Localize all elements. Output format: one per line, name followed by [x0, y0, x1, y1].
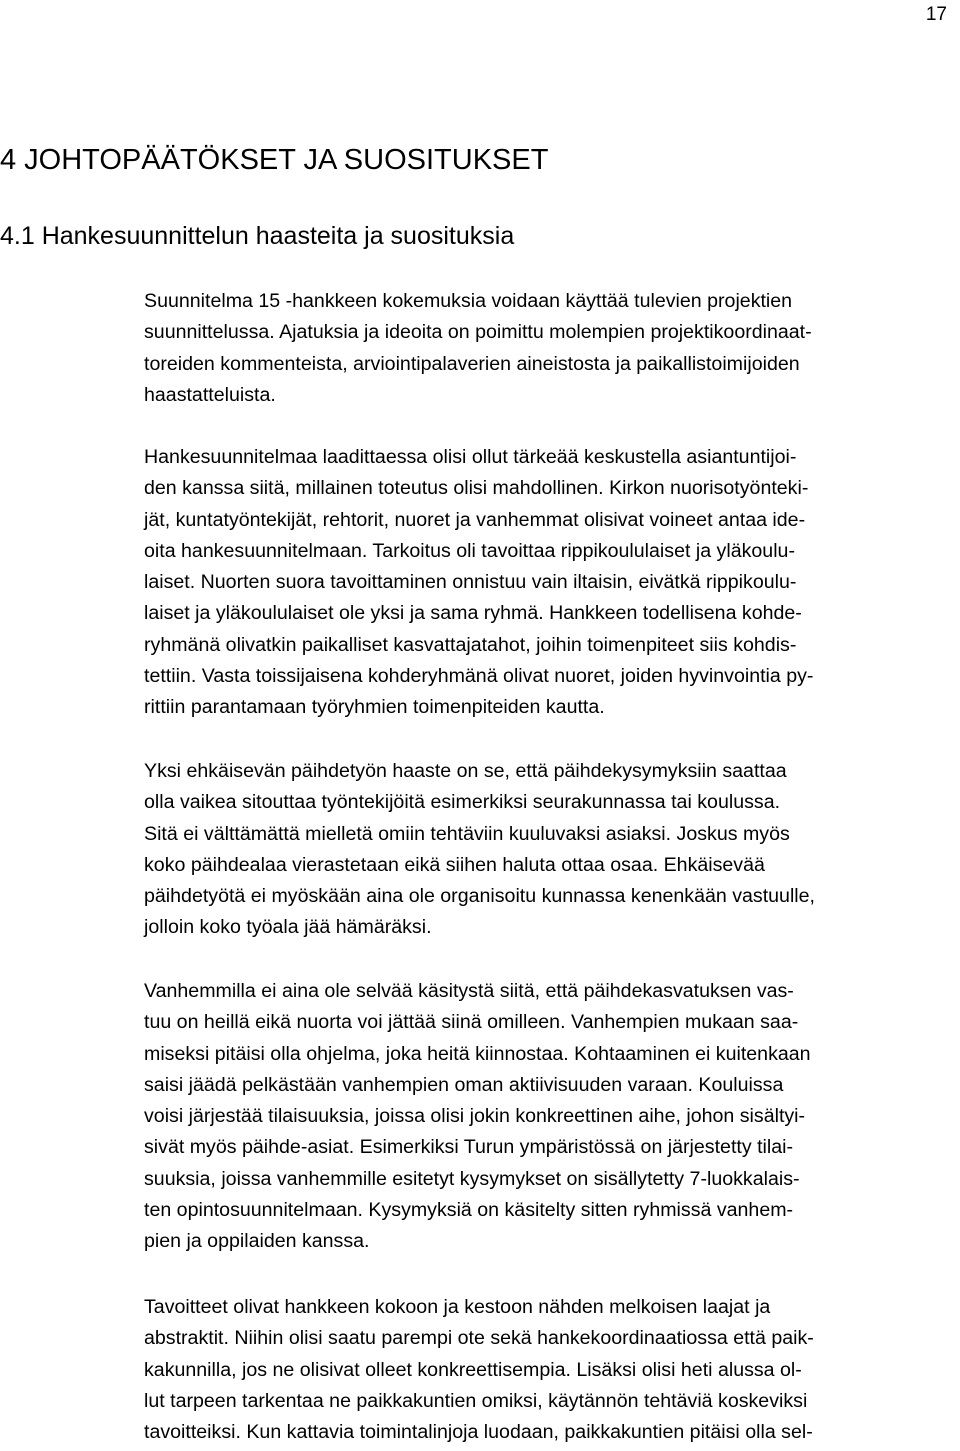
text-line: saisi jäädä pelkästään vanhempien oman aktiivisuuden varaan. Kouluissa: [144, 1073, 784, 1096]
text-line: Vanhemmilla ei aina ole selvää käsitystä siitä, että päihdekasvatuksen vas-: [144, 980, 794, 1002]
paragraph-intro: [144, 286, 944, 411]
paragraph-parents: [144, 976, 944, 1258]
text-line: ryhmänä olivatkin paikalliset kasvattajatahot, joihin toimenpiteet siis kohdis-: [144, 633, 797, 656]
text-line: sivät myös päihde-asiat. Esimerkiksi Turun ympäristössä on järjestetty tilai-: [144, 1136, 793, 1159]
text-line: kakunnilla, jos ne olisivat olleet konkreettisempia. Lisäksi olisi heti alussa ol-: [144, 1358, 802, 1381]
section-heading: 4.1 Hankesuunnittelun haasteita ja suosituksia: [0, 222, 515, 250]
text-line: päihdetyötä ei myöskään aina ole organisoitu kunnassa kenenkään vastuulle,: [144, 885, 815, 908]
paragraph-goals: [144, 1292, 944, 1448]
text-line: tuu on heillä eikä nuorta voi jättää siinä omilleen. Vanhempien mukaan saa-: [144, 1011, 799, 1034]
text-line: Suunnitelma 15 -hankkeen kokemuksia voidaan käyttää tulevien projektien: [144, 290, 793, 312]
chapter-heading: 4 JOHTOPÄÄTÖKSET JA SUOSITUKSET: [0, 144, 549, 176]
text-line: den kanssa siitä, millainen toteutus olisi mahdollinen. Kirkon nuorisotyönteki-: [144, 477, 809, 500]
text-line: lut tarpeen tarkentaa ne paikkakuntien omiksi, käytännön tehtäviä koskeviksi: [144, 1389, 808, 1412]
text-line: tavoitteiksi. Kun kattavia toimintalinjoja luodaan, paikkakuntien pitäisi olla sel-: [144, 1421, 813, 1444]
page-number: 17: [925, 4, 947, 25]
text-line: koko päihdealaa vierastetaan eikä siihen haluta ottaa osaa. Ehkäisevää: [144, 853, 765, 876]
text-line: Yksi ehkäisevän päihdetyön haaste on se, että päihdekysymyksiin saattaa: [144, 760, 787, 782]
paragraph-prevention-challenge: [144, 756, 944, 944]
text-line: abstraktit. Niihin olisi saatu parempi ote sekä hankekoordinaatiossa että paik-: [144, 1327, 814, 1350]
text-line: ten opintosuunnitelmaan. Kysymyksiä on käsitelty sitten ryhmissä vanhem-: [144, 1199, 794, 1222]
text-line: Hankesuunnitelmaa laadittaessa olisi ollut tärkeää keskustella asiantuntijoi-: [144, 446, 797, 468]
text-line: toreiden kommenteista, arviointipalaverien aineistosta ja paikallistoimijoiden: [144, 352, 800, 375]
text-line: jät, kuntatyöntekijät, rehtorit, nuoret ja vanhemmat olisivat voineet antaa ide-: [144, 508, 806, 531]
text-line: oita hankesuunnitelmaan. Tarkoitus oli tavoittaa rippikoululaiset ja yläkoulu-: [144, 539, 795, 562]
text-line: haastatteluista.: [144, 383, 276, 406]
text-line: voisi järjestää tilaisuuksia, joissa olisi jokin konkreettinen aihe, johon sisältyi-: [144, 1105, 806, 1128]
text-line: suunnittelussa. Ajatuksia ja ideoita on poimittu molempien projektikoordinaat-: [144, 321, 812, 344]
text-line: jolloin koko työala jää hämäräksi.: [144, 916, 432, 939]
text-line: pien ja oppilaiden kanssa.: [144, 1230, 370, 1253]
text-line: miseksi pitäisi olla ohjelma, joka heitä kiinnostaa. Kohtaaminen ei kuitenkaan: [144, 1042, 811, 1065]
text-line: laiset ja yläkoululaiset ole yksi ja sama ryhmä. Hankkeen todellisena kohde-: [144, 602, 802, 625]
text-line: tettiin. Vasta toissijaisena kohderyhmänä olivat nuoret, joiden hyvinvointia py-: [144, 665, 814, 688]
text-line: rittiin parantamaan työryhmien toimenpiteiden kautta.: [144, 696, 605, 719]
text-line: suuksia, joissa vanhemmille esitetyt kysymykset on sisällytetty 7-luokkalais-: [144, 1167, 800, 1190]
text-line: Sitä ei välttämättä mielletä omiin tehtäviin kuuluvaksi asiaksi. Joskus myös: [144, 822, 790, 845]
text-line: Tavoitteet olivat hankkeen kokoon ja kestoon nähden melkoisen laajat ja: [144, 1296, 771, 1318]
paragraph-project-planning: [144, 442, 944, 724]
text-line: laiset. Nuorten suora tavoittaminen onnistuu vain iltaisin, eivätkä rippikoulu-: [144, 571, 797, 594]
text-line: olla vaikea sitouttaa työntekijöitä esimerkiksi seurakunnassa tai koulussa.: [144, 791, 781, 814]
